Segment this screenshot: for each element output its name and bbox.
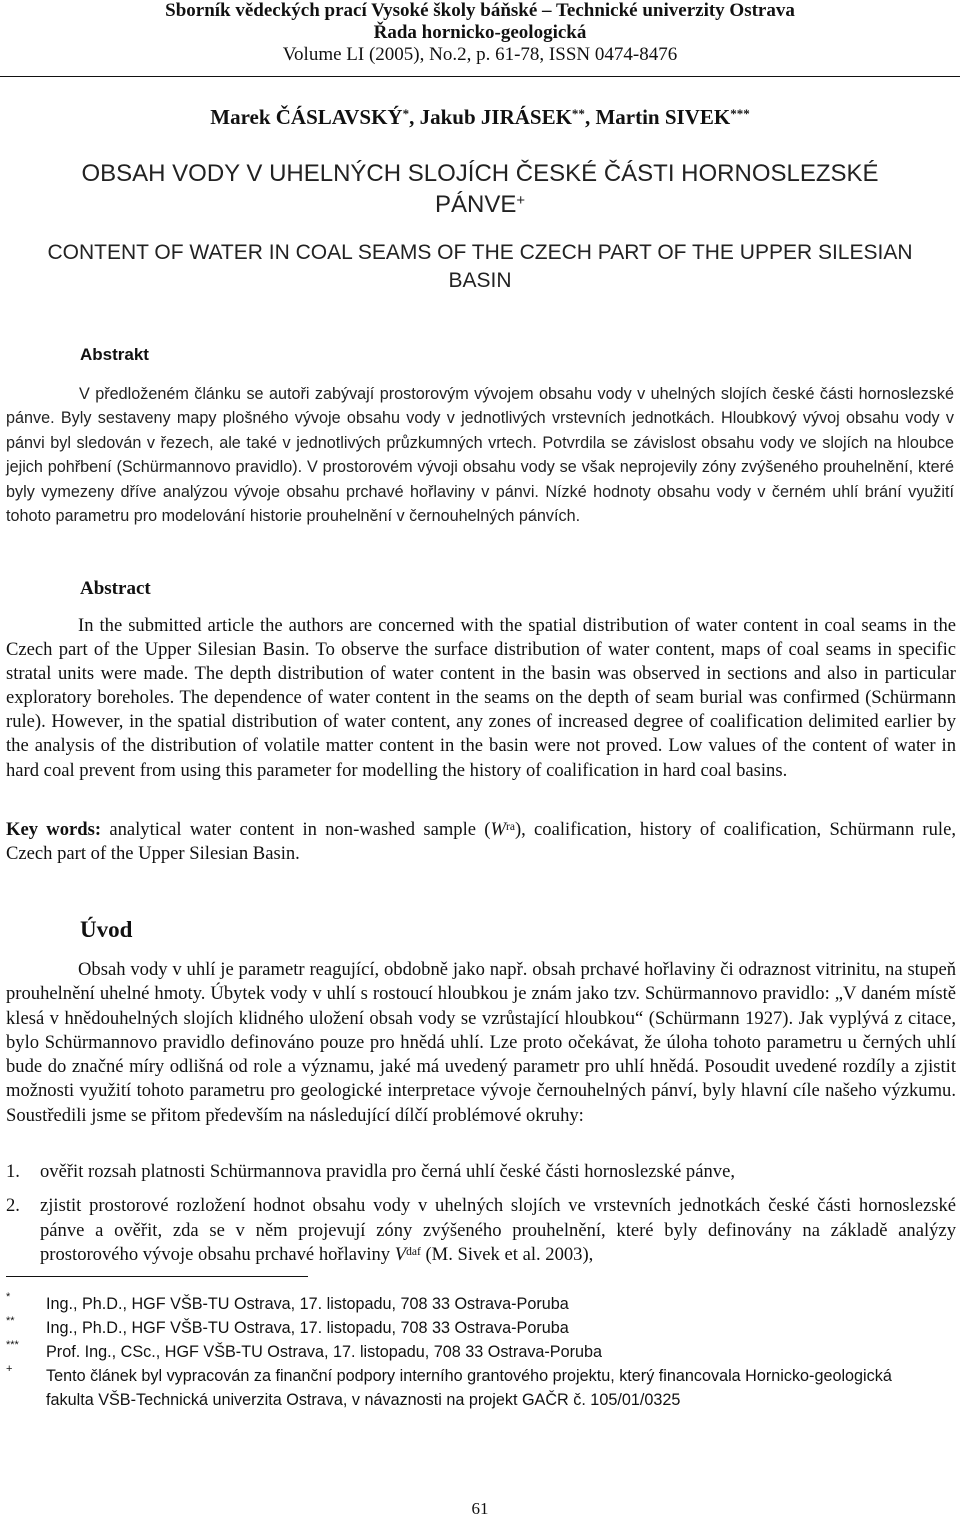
abstract-czech-text: V předloženém článku se autoři zabývají prostorovým vývojem obsahu vody v uhelných slojích české části hornoslezské pánve. Byly sestaveny mapy plošného vývoje obsahu vody v jednotlivých vrstevních jednotkách. Hloubkový vývoj obsahu vody v pánvi byl sledován v řezech, ale také v jednotlivých průzkumných vrtech. Potvrdila se závislost obsahu vody ve slojích na hloubce jejich pohřbení (Schürmannovo pravidlo). V prostorovém vývoji obsahu vody se však neprojevily zóny zvýšeného prouhelnění, které byly vymezeny dříve analýzou vývoje obsahu prchavé hořlaviny v pánvi. Nízké hodnoty obsahu vody v černém uhlí brání využití tohoto parametru pro modelování historie prouhelnění v černouhelných pánvích.: [6, 385, 954, 526]
title-czech-line: OBSAH VODY V UHELNÝCH SLOJÍCH ČESKÉ ČÁSTI HORNOSLEZSKÉ: [81, 160, 879, 187]
journal-name: Sborník vědeckých prací Vysoké školy báňské – Technické univerzity Ostrava: [165, 0, 795, 21]
footnote: [6, 1340, 906, 1364]
footnote-rule: [6, 1276, 308, 1277]
footnote-text: Ing., Ph.D., HGF VŠB-TU Ostrava, 17. listopadu, 708 33 Ostrava-Poruba: [46, 1319, 569, 1337]
abstract-english-text: In the submitted article the authors are concerned with the spatial distribution of water content in coal seams in the Czech part of the Upper Silesian Basin. To observe the surface distribution of water content, maps of coal seams in specific stratal units were made. The depth distribution of water content in the basin was observed in sections and also in particular exploratory boreholes. The dependence of water content in the seams on the depth of seam burial was confirmed (Schürmann rule). However, in the spatial distribution of water content, any zones of increased degree of coalification delimited earlier by the analysis of the distribution of volatile matter content in the basin were not proved. Low values of the content of water in hard coal prevent from using this parameter for modelling the history of coalification in hard coal basins.: [6, 615, 956, 781]
list-item: [6, 1194, 956, 1267]
footnote-text: Tento článek byl vypracován za finanční podpory interního grantového projektu, který financovala Hornicko-geologická fakulta VŠB-Technická univerzita Ostrava, v návaznosti na projekt GAČR č. 105/01/0325: [46, 1367, 892, 1409]
authors-line: [0, 104, 960, 130]
footnote-mark: +: [6, 1363, 13, 1375]
author-caslavsky: Marek ČÁSLAVSKÝ: [210, 105, 403, 129]
page-number: 61: [471, 1499, 489, 1518]
list-item-text: (M. Sivek et al. 2003),: [420, 1243, 594, 1265]
list-item-text: zjistit prostorové rozložení hodnot obsahu vody v uhelných slojích ve vrstevních jednotkách české části hornoslezské pánve a ověřit, zda se v něm projevují zóny zvýšeného prouhelnění, které byly definovány na základě analýzy prostorového vývoje obsahu prchavé hořlaviny: [40, 1195, 956, 1265]
abstract-czech: [6, 382, 954, 528]
footnote-mark: ***: [6, 1339, 19, 1351]
title-english-line: CONTENT OF WATER IN COAL SEAMS OF THE CZECH PART OF THE UPPER SILESIAN: [47, 241, 913, 264]
title-english: [20, 239, 940, 295]
keywords-symbol-sup: ra: [505, 820, 515, 833]
list-item-symbol-sup: daf: [406, 1245, 421, 1258]
footnote: [6, 1364, 906, 1412]
keywords: [6, 818, 956, 867]
intro-heading: Úvod: [80, 917, 133, 942]
title-mark: +: [516, 193, 526, 210]
journal-series: Řada hornicko-geologická: [373, 22, 587, 43]
journal-volume: Volume LI (2005), No.2, p. 61-78, ISSN 0474-8476: [282, 44, 678, 65]
footnotes: [6, 1292, 906, 1412]
footnote-text: Prof. Ing., CSc., HGF VŠB-TU Ostrava, 17. listopadu, 708 33 Ostrava-Poruba: [46, 1343, 603, 1361]
journal-header: [0, 0, 960, 66]
list-item-symbol: V: [394, 1243, 407, 1265]
author-separator: ,: [584, 105, 596, 129]
footnote: [6, 1292, 906, 1316]
objectives-list: [6, 1160, 956, 1277]
footnote-mark: *: [6, 1291, 11, 1303]
author-mark: *: [402, 106, 410, 122]
author-mark: ***: [730, 106, 750, 122]
footnote: [6, 1316, 906, 1340]
list-item-text: ověřit rozsah platnosti Schürmannova pravidla pro černá uhlí české části hornoslezské pánve,: [40, 1161, 735, 1182]
keywords-label: Key words:: [6, 819, 102, 840]
list-item-number: 2.: [6, 1195, 20, 1217]
intro-text: Obsah vody v uhlí je parametr reagující, obdobně jako např. obsah prchavé hořlaviny či odraznost vitrinitu, na stupeň prouhelnění uhelné hmoty. Úbytek vody v uhlí s rostoucí hloubkou je znám jako tzv. Schürmannovo pravidlo: „V daném místě klesá v hnědouhelných slojích klidného uložení obsah vody se vzrůstající hloubkou“ (Schürmann 1927). Jak vyplývá z citace, bylo Schürmannovo pravidlo definováno pouze pro hnědá uhlí. Lze proto očekávat, že úloha tohoto parametru u černých uhlí bude do značné míry odlišná od role a významu, jaké má uvedený parametr pro uhlí hnědá. Posoudit uvedené rozdíly a zjistit možnosti využití tohoto parametru pro geologické interpretace vývoje černouhelných pánví, byly hlavní cíle našeho výzkumu. Soustředili jsme se přitom především na následující dílčí problémové okruhy:: [6, 959, 956, 1126]
abstract-english-heading: Abstract: [80, 578, 151, 599]
title-czech: [40, 158, 920, 220]
author-separator: ,: [409, 105, 420, 129]
abstract-czech-heading: Abstrakt: [80, 345, 149, 364]
footnote-text: Ing., Ph.D., HGF VŠB-TU Ostrava, 17. listopadu, 708 33 Ostrava-Poruba: [46, 1295, 569, 1313]
list-item: [6, 1160, 956, 1184]
keywords-text: analytical water content in non-washed sample (: [101, 819, 491, 840]
author-jirasek: Jakub JIRÁSEK: [419, 105, 572, 129]
title-czech-line: PÁNVE: [434, 191, 517, 218]
footnote-mark: **: [6, 1315, 15, 1327]
author-mark: **: [571, 106, 585, 122]
author-sivek: Martin SIVEK: [595, 105, 731, 129]
title-english-line: BASIN: [448, 269, 512, 292]
keywords-symbol: W: [490, 819, 506, 840]
abstract-english: [6, 614, 956, 783]
list-item-number: 1.: [6, 1161, 20, 1182]
intro-section: [6, 958, 956, 1128]
header-rule: [0, 76, 960, 77]
keywords-text: ), coalification, history of coalification, Schürmann rule, Czech part of the Upper Silesian Basin.: [6, 819, 956, 865]
